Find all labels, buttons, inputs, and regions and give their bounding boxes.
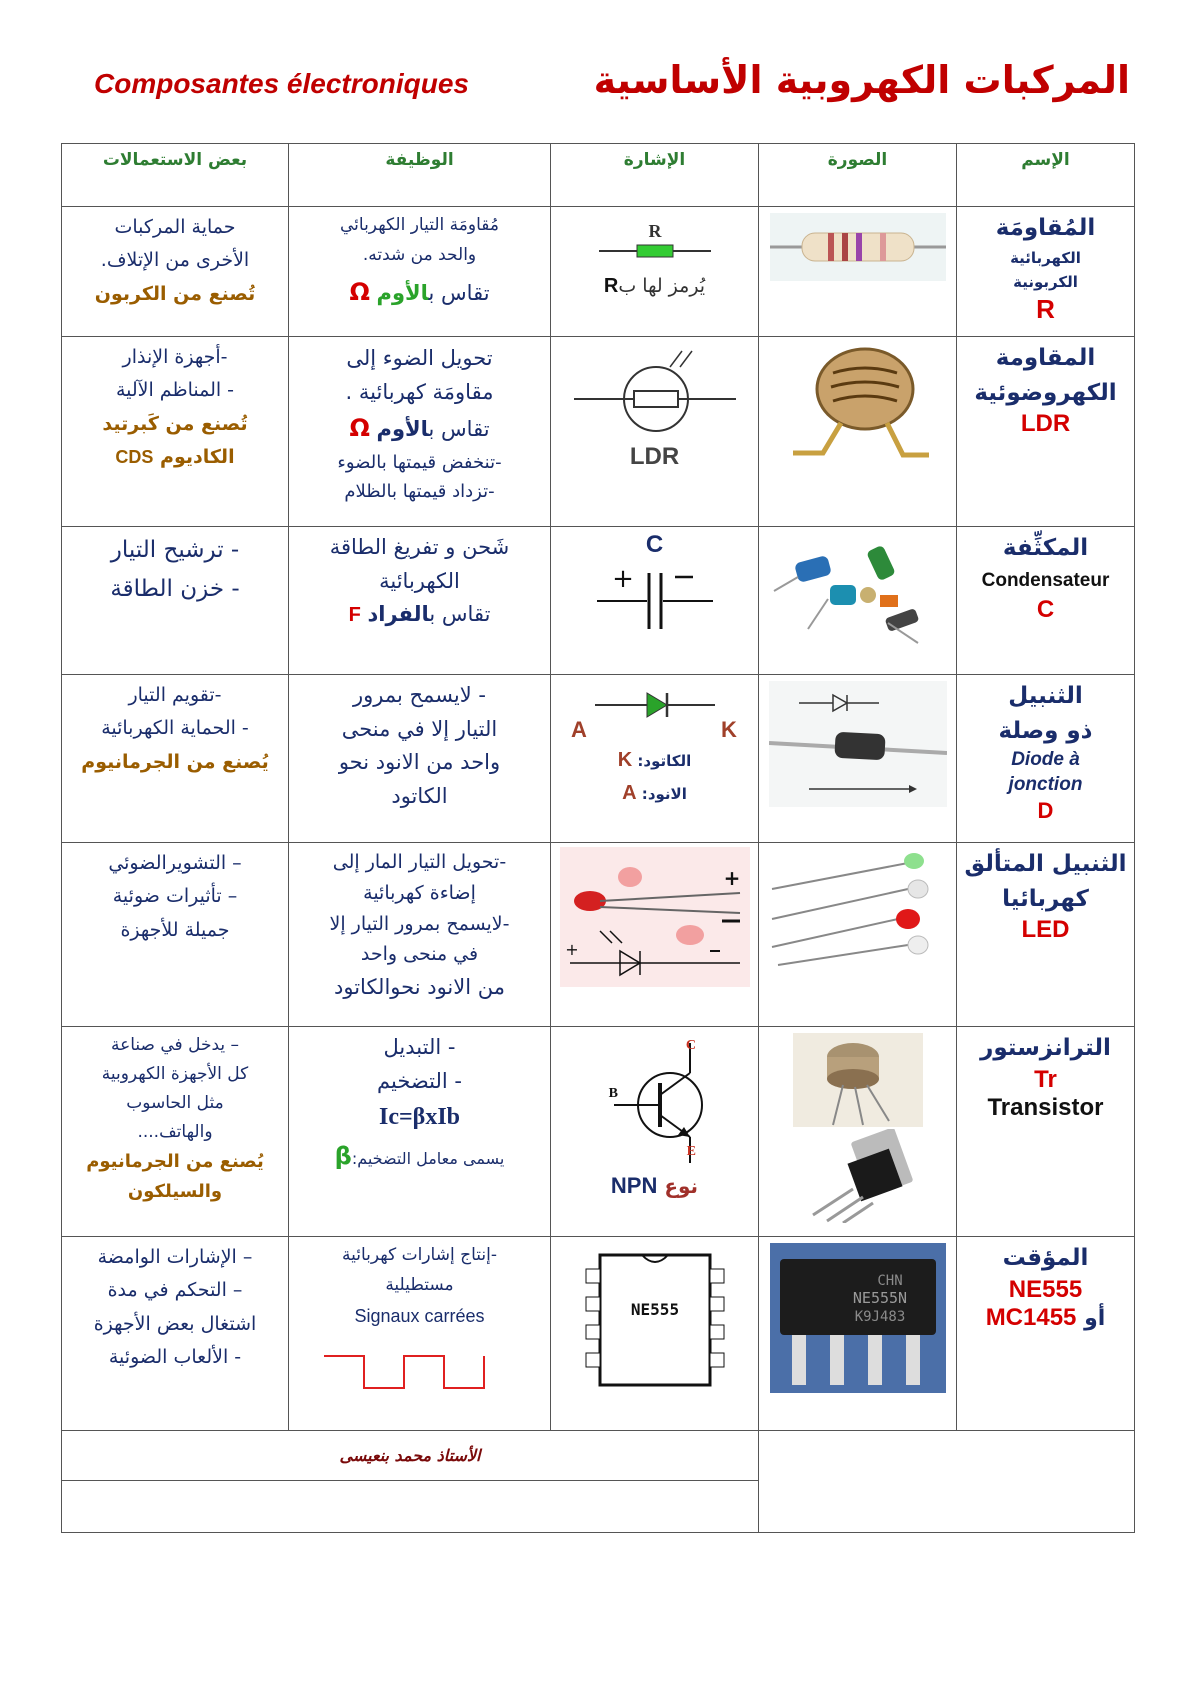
use-line: حماية المركبات xyxy=(114,216,236,238)
footer-blank-cell xyxy=(759,1431,1135,1533)
function-unit: الأوم xyxy=(376,280,429,305)
symbol-cell xyxy=(551,207,759,337)
table-row xyxy=(62,843,1135,1027)
use-line: – تأثيرات ضوئية xyxy=(112,885,238,908)
function-cell xyxy=(289,1237,551,1431)
function-line: تحويل الضوء إلى xyxy=(346,346,493,370)
name-cell xyxy=(957,207,1135,337)
use-line: - الحماية الكهربائية xyxy=(101,717,249,740)
component-name-line: كهربائيا xyxy=(1002,885,1089,912)
symbol-anode: A xyxy=(570,717,587,742)
symbol-caption: نوع xyxy=(664,1174,699,1198)
component-letter: LDR xyxy=(1020,410,1071,437)
table-row xyxy=(62,527,1135,675)
name-cell xyxy=(957,1027,1135,1237)
use-line-material: تُصنع من كَبرتيد xyxy=(102,412,248,435)
use-line: - المناظم الآلية xyxy=(115,379,235,402)
function-cell xyxy=(289,337,551,527)
component-letter: C xyxy=(1036,595,1055,623)
component-name: المُقاومَة xyxy=(995,215,1096,241)
uses-cell xyxy=(62,843,289,1027)
use-line: – الإشارات الوامضة xyxy=(97,1246,253,1268)
image-cell xyxy=(759,675,957,843)
use-line: والهاتف.... xyxy=(137,1121,213,1142)
use-line: مثل الحاسوب xyxy=(126,1092,224,1113)
diode-symbol-icon xyxy=(565,685,745,745)
function-line-fr: Signaux carrées xyxy=(354,1305,485,1326)
arabic-title: المركبات الكهروبية الأساسية xyxy=(593,58,1130,102)
use-line: -تقويم التيار xyxy=(128,684,222,706)
use-line: – التشويرالضوئي xyxy=(108,852,242,874)
symbol-label: R xyxy=(648,221,661,241)
component-name-line: ذو وصلة xyxy=(998,717,1093,744)
component-name: المؤقت xyxy=(1002,1245,1089,1271)
symbol-cell xyxy=(551,527,759,675)
function-line: مُقاومَة التيار الكهربائي xyxy=(340,215,499,235)
uses-cell xyxy=(62,207,289,337)
alt-word: أو xyxy=(1084,1305,1106,1331)
col-header-symbol: الإشارة xyxy=(551,144,759,207)
anode-letter: A xyxy=(622,782,637,804)
capacitors-photo xyxy=(768,533,948,653)
component-name-fr: Transistor xyxy=(987,1093,1104,1121)
symbol-collector: C xyxy=(685,1038,696,1053)
function-line: -تزداد قيمتها بالظلام xyxy=(344,481,495,503)
function-unit: الفراد xyxy=(367,602,430,627)
table-row xyxy=(62,207,1135,337)
use-line: كل الأجهزة الكهروبية xyxy=(101,1063,249,1084)
function-cell xyxy=(289,527,551,675)
function-cell xyxy=(289,843,551,1027)
function-line: الكهربائية xyxy=(379,568,460,593)
ldr-photo xyxy=(783,343,933,461)
uses-cell xyxy=(62,1237,289,1431)
component-letter: LED xyxy=(1021,916,1070,943)
ldr-symbol-icon xyxy=(570,343,740,443)
component-name: الثنبيل xyxy=(1008,683,1083,709)
symbol-cell xyxy=(551,337,759,527)
function-line: في منحى واحد xyxy=(360,943,479,966)
diode-photo xyxy=(769,681,947,807)
function-line: - التضخيم xyxy=(377,1068,462,1093)
square-wave-icon xyxy=(320,1344,520,1394)
use-line: - ترشيح التيار xyxy=(110,537,240,563)
symbol-cathode: K xyxy=(720,717,737,742)
ohm-symbol: Ω xyxy=(349,277,370,306)
table-row xyxy=(62,675,1135,843)
name-cell xyxy=(957,527,1135,675)
symbol-emitter: E xyxy=(686,1144,696,1159)
resistor-photo xyxy=(770,213,946,281)
image-cell xyxy=(759,527,957,675)
leds-photo xyxy=(768,849,948,969)
farad-symbol: F xyxy=(348,604,361,627)
function-unit-prefix: تقاس ب xyxy=(428,280,490,305)
svg-text:+: + xyxy=(564,940,579,959)
component-name-fr: jonction xyxy=(1008,773,1083,795)
function-line: - لايسمح بمرور xyxy=(352,683,487,707)
function-line: من الانود نحوالكاتود xyxy=(334,975,505,1000)
symbol-caption-letter: R xyxy=(603,275,619,297)
function-unit: الأوم xyxy=(376,417,429,442)
svg-text:+: + xyxy=(723,866,740,890)
anode-label: الانود xyxy=(647,785,687,803)
component-name-fr: Condensateur xyxy=(981,569,1110,591)
symbol-cell: A K الكاتود: K الانود: A xyxy=(551,675,759,843)
svg-text:+: + xyxy=(611,564,634,594)
component-name: المقاومة xyxy=(995,345,1096,371)
function-line: التيار إلا في منحى xyxy=(341,716,498,741)
use-line: - الألعاب الضوئية xyxy=(108,1345,242,1368)
transistor-to220-photo xyxy=(793,1129,923,1223)
symbol-caption: يُرمز لها ب xyxy=(618,275,706,297)
svg-text:CHN: CHN xyxy=(876,1273,903,1289)
function-line: -تحويل التيار المار إلى xyxy=(332,851,507,873)
component-name-fr: Diode à xyxy=(1011,749,1080,770)
gain-label: يسمى معامل التضخيم: xyxy=(351,1148,505,1168)
symbol-cell xyxy=(551,1027,759,1237)
resistor-symbol-icon xyxy=(595,217,715,265)
author-signature: الأستاذ محمد بنعيسى xyxy=(339,1446,481,1465)
function-line: -إنتاج إشارات كهربائية xyxy=(342,1245,497,1265)
image-cell xyxy=(759,1027,957,1237)
use-line: جميلة للأجهزة xyxy=(120,918,230,941)
function-unit-prefix: تقاس ب xyxy=(428,417,490,442)
function-line: -تنخفض قيمتها بالضوء xyxy=(337,451,502,473)
name-cell xyxy=(957,1237,1135,1431)
function-line: شَحن و تفريغ الطاقة xyxy=(329,535,510,559)
col-header-image: الصورة xyxy=(759,144,957,207)
uses-cell xyxy=(62,675,289,843)
symbol-cell xyxy=(551,843,759,1027)
ne555-pinout-icon xyxy=(580,1245,730,1395)
function-cell xyxy=(289,675,551,843)
table-row xyxy=(62,1237,1135,1431)
uses-cell xyxy=(62,1027,289,1237)
use-line-material: والسيلكون xyxy=(127,1181,223,1203)
component-alt-code: MC1455 xyxy=(985,1303,1077,1331)
function-line: -لايسمح بمرور التيار إلا xyxy=(329,912,510,935)
svg-text:NE555N: NE555N xyxy=(852,1289,907,1307)
led-symbol-icon xyxy=(560,847,750,987)
col-header-uses: بعض الاستعمالات xyxy=(62,144,289,207)
header-row xyxy=(62,144,1135,207)
footer-empty-cell xyxy=(62,1481,759,1533)
component-name: الترانزستور xyxy=(980,1035,1111,1061)
use-line: - خزن الطاقة xyxy=(110,576,240,603)
capacitor-symbol-icon xyxy=(595,561,715,633)
transistor-metal-photo xyxy=(793,1033,923,1127)
use-line: -أجهزة الإنذار xyxy=(122,346,228,368)
use-line: اشتغال بعض الأجهزة xyxy=(93,1312,257,1335)
use-line: الأخرى من الإتلاف. xyxy=(100,249,250,272)
uses-cell xyxy=(62,527,289,675)
function-line: إضاءة كهربائية xyxy=(363,881,476,904)
gain-formula: Ic=βxIb xyxy=(379,1104,460,1131)
npn-symbol-icon xyxy=(580,1033,730,1173)
components-table xyxy=(61,143,1135,1533)
use-line: – يدخل في صناعة xyxy=(110,1035,240,1055)
cathode-letter: K xyxy=(617,749,633,771)
name-cell xyxy=(957,843,1135,1027)
component-code: NE555 xyxy=(1008,1275,1083,1303)
image-cell xyxy=(759,207,957,337)
image-cell xyxy=(759,337,957,527)
symbol-type: NPN xyxy=(610,1173,658,1198)
symbol-label: C xyxy=(645,531,664,558)
component-name: المكثِّفة xyxy=(1002,535,1089,561)
ohm-symbol: Ω xyxy=(349,414,370,443)
symbol-cell xyxy=(551,1237,759,1431)
function-line: مقاومَة كهربائية . xyxy=(345,380,494,405)
col-header-function: الوظيفة xyxy=(289,144,551,207)
material-code: CDS xyxy=(115,446,154,467)
table-row xyxy=(62,1027,1135,1237)
french-title: Composantes électroniques xyxy=(94,68,469,99)
function-unit-prefix: تقاس ب xyxy=(429,602,491,627)
function-cell xyxy=(289,207,551,337)
signature-cell xyxy=(62,1431,759,1481)
component-name-line: الكربونية xyxy=(1013,272,1078,291)
symbol-base: B xyxy=(608,1086,618,1101)
use-line-material: الكاديوم xyxy=(160,445,235,468)
component-letter: R xyxy=(1036,293,1055,324)
component-name-line: الكهروضوئية xyxy=(974,379,1117,406)
use-line-material: يُصنع من الجرمانيوم xyxy=(86,1150,264,1172)
image-cell xyxy=(759,1237,957,1431)
beta-symbol: β xyxy=(334,1141,352,1170)
function-line: والحد من شدته. xyxy=(362,244,477,265)
component-name-line: الكهربائية xyxy=(1010,248,1081,267)
use-line-material: يُصنع من الجرمانيوم xyxy=(81,750,269,773)
function-line: الكاتود xyxy=(391,783,448,808)
col-header-name: الإسم xyxy=(957,144,1135,207)
image-cell xyxy=(759,843,957,1027)
component-name: الثنبيل المتألق xyxy=(964,851,1127,877)
component-letter: D xyxy=(1037,798,1054,824)
svg-text:K9J483: K9J483 xyxy=(854,1309,905,1325)
function-line: - التبديل xyxy=(383,1035,456,1059)
function-line: واحد من الانود نحو xyxy=(338,750,501,775)
function-line: مستطيلية xyxy=(385,1274,454,1295)
uses-cell xyxy=(62,337,289,527)
table-row xyxy=(62,337,1135,527)
name-cell xyxy=(957,675,1135,843)
ne555-chip-photo xyxy=(770,1243,946,1393)
name-cell xyxy=(957,337,1135,527)
chip-label: NE555 xyxy=(630,1300,679,1319)
function-cell xyxy=(289,1027,551,1237)
footer-row xyxy=(62,1431,1135,1481)
component-letter: Tr xyxy=(1034,1065,1057,1093)
cathode-label: الكاتود xyxy=(643,752,692,770)
use-line-material: تُصنع من الكربون xyxy=(94,282,256,305)
use-line: – التحكم في مدة xyxy=(107,1279,243,1302)
symbol-caption: LDR xyxy=(629,443,680,470)
